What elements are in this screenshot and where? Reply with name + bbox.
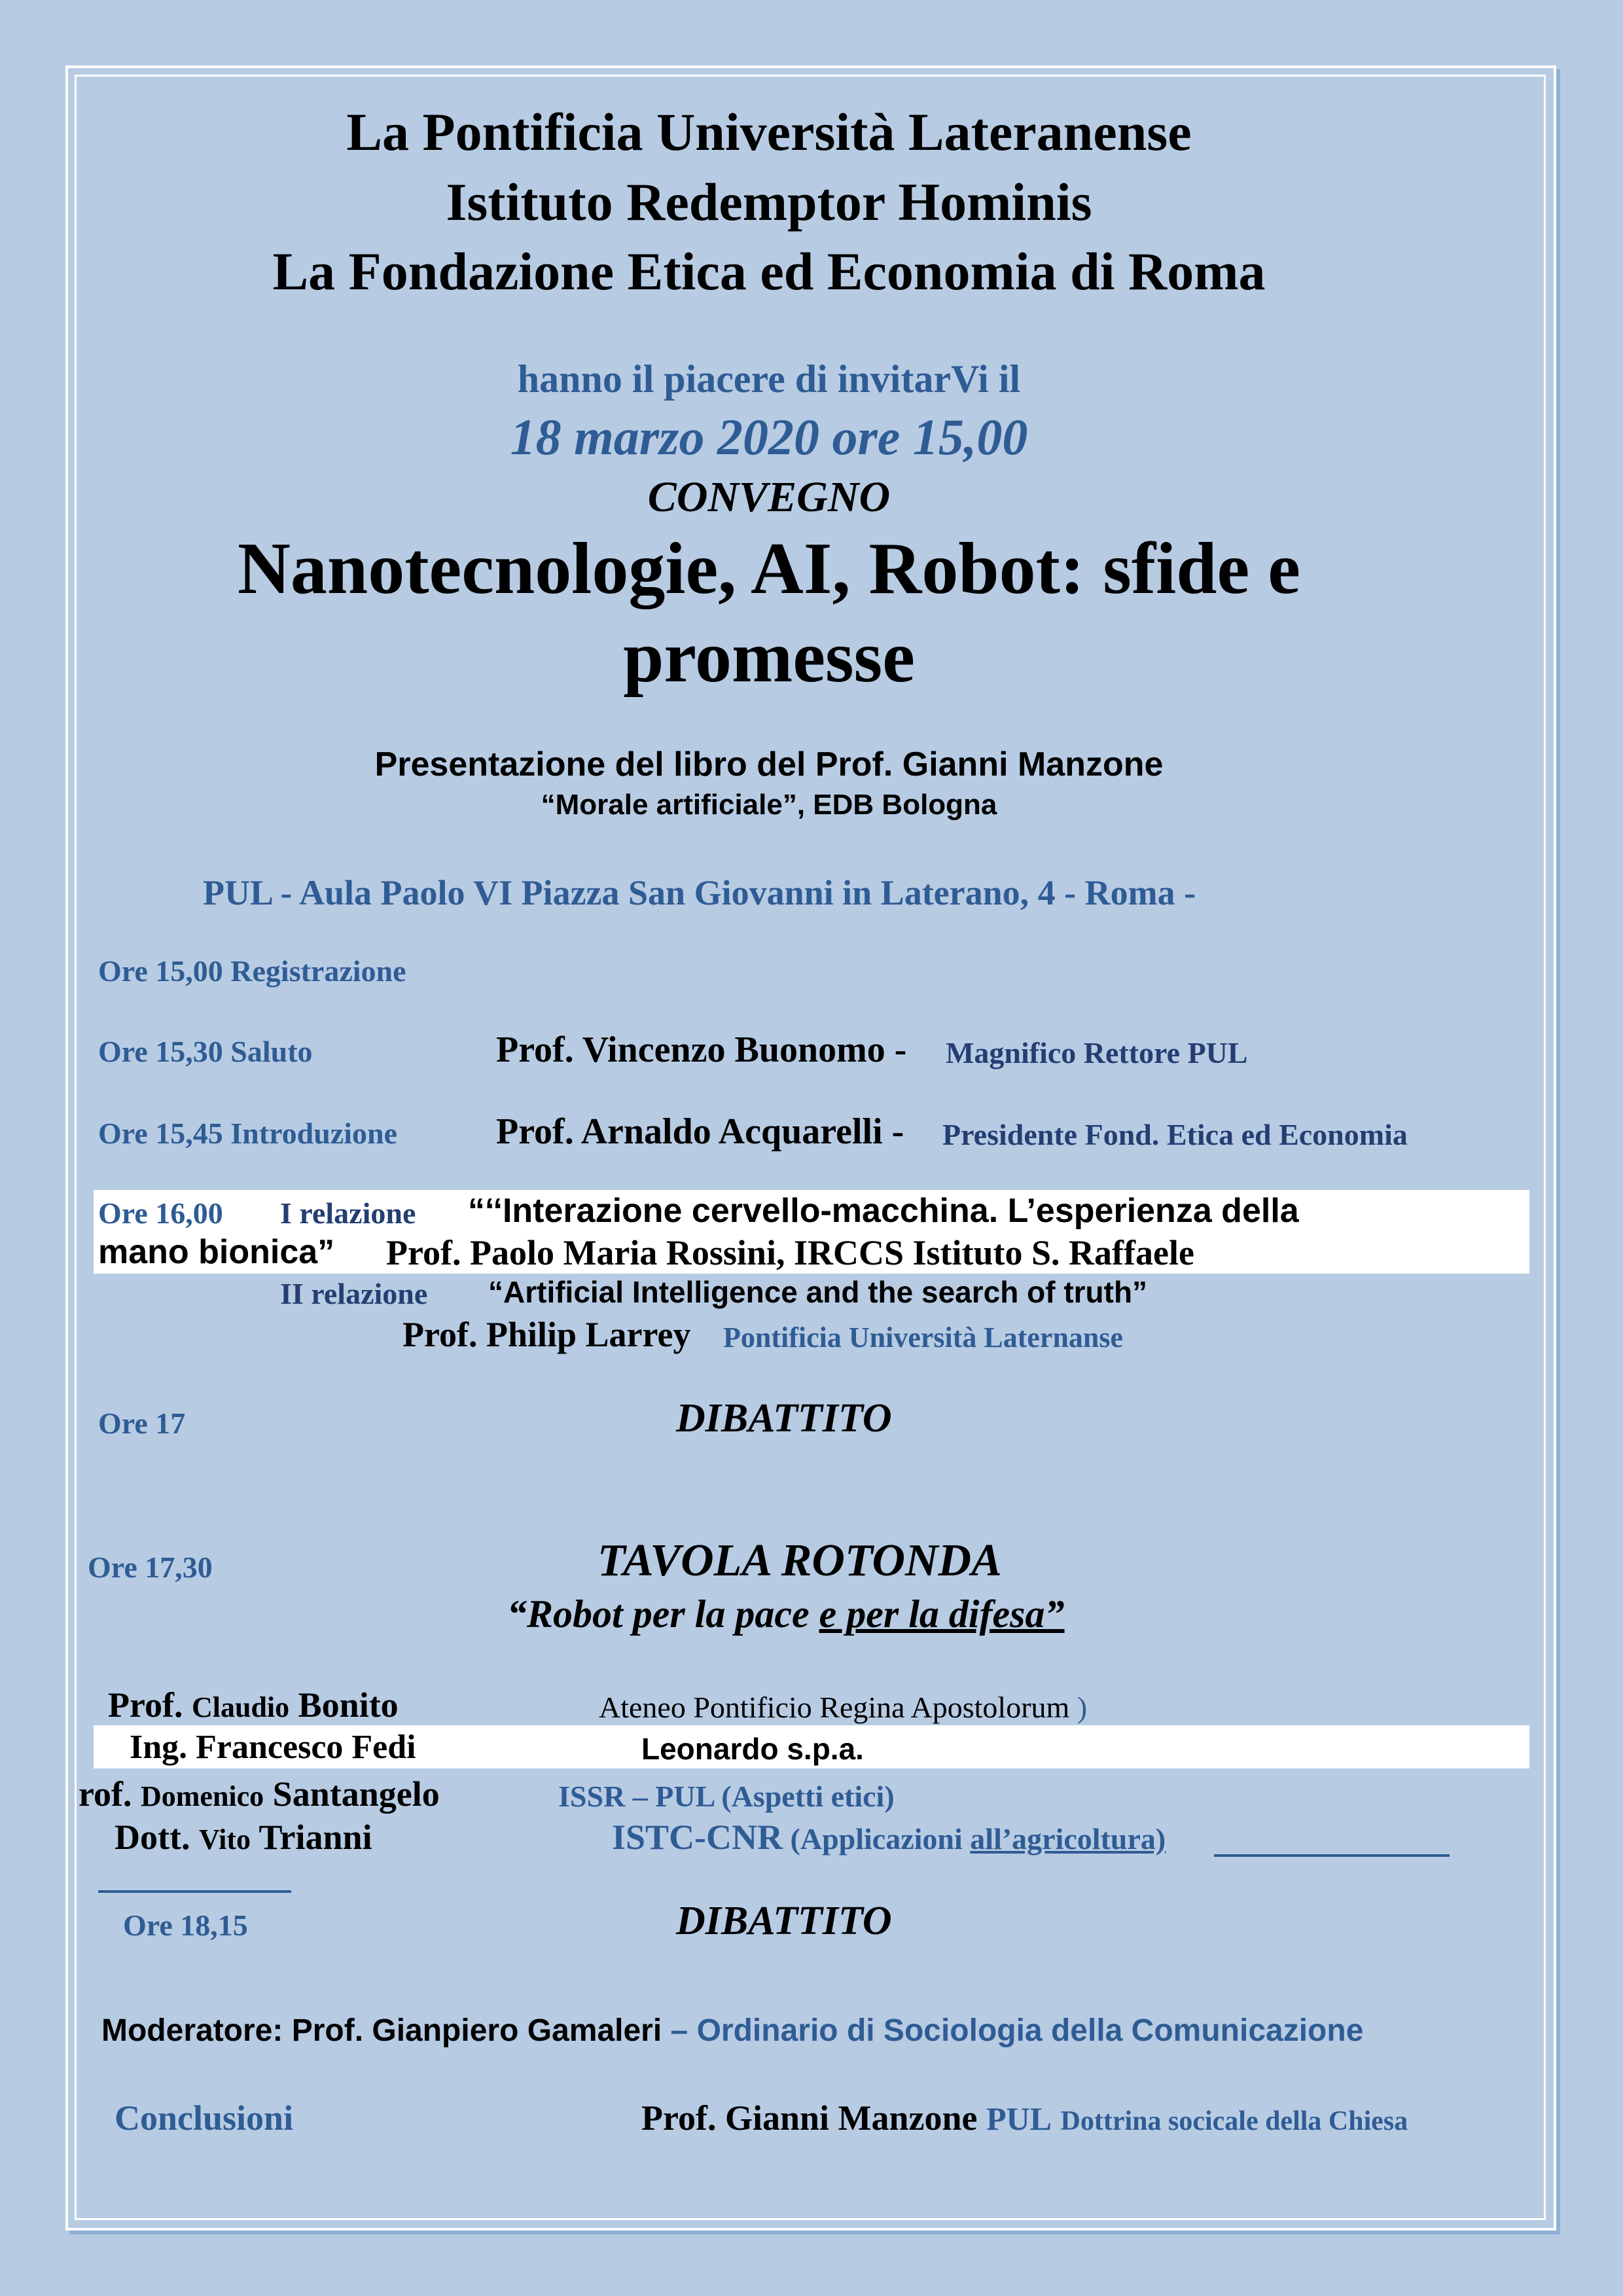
greeting-role: Magnifico Rettore PUL — [946, 1036, 1248, 1069]
venue: PUL - Aula Paolo VI Piazza San Giovanni in Laterano, 4 - Roma - — [203, 873, 1196, 912]
panelist-bonito: Prof. Claudio Bonito — [108, 1685, 399, 1725]
round-table-time: Ore 17,30 — [88, 1551, 213, 1584]
round-table-subtitle: “Robot per la pace e per la difesa” — [507, 1592, 1065, 1636]
book-title: “Morale artificiale”, EDB Bologna — [541, 789, 997, 821]
intro-role: Presidente Fond. Etica ed Economia — [942, 1118, 1408, 1151]
conclusions-speaker: Prof. Gianni Manzone PUL Dottrina socicale della Chiesa — [641, 2098, 1408, 2138]
underline-rule-right — [1214, 1854, 1450, 1857]
header-line-university: La Pontificia Università Lateranense — [346, 102, 1192, 162]
event-title-line2: promesse — [623, 617, 915, 698]
debate-two-time: Ore 18,15 — [123, 1909, 248, 1942]
round-table-label: TAVOLA ROTONDA — [597, 1535, 1002, 1586]
debate-two-label: DIBATTITO — [676, 1899, 892, 1943]
panelist-fedi: Ing. Francesco Fedi — [130, 1729, 416, 1766]
header-line-institute: Istituto Redemptor Hominis — [446, 172, 1092, 232]
intro-time: Ore 15,45 Introduzione — [98, 1117, 398, 1150]
underline-rule-left — [98, 1890, 291, 1893]
intro-speaker: Prof. Arnaldo Acquarelli - — [496, 1111, 904, 1152]
debate-one-label: DIBATTITO — [676, 1396, 892, 1441]
moderator: Moderatore: Prof. Gianpiero Gamaleri – Ordinario di Sociologia della Comunicazione — [101, 2013, 1364, 2048]
panelist-trianni-affiliation: ISTC-CNR (Applicazioni all’agricoltura) — [612, 1818, 1166, 1857]
relation-one-title-end: mano bionica” — [98, 1233, 335, 1271]
relation-one-speaker: Prof. Paolo Maria Rossini, IRCCS Istituto S. Raffaele — [386, 1233, 1194, 1272]
debate-one-time: Ore 17 — [98, 1407, 186, 1440]
relation-one-label: I relazione — [280, 1196, 416, 1230]
relation-one-title: “‘‘Interazione cervello-macchina. L’esperienza della — [468, 1192, 1299, 1230]
panelist-trianni: Dott. Vito Trianni — [115, 1818, 372, 1857]
event-title-line1: Nanotecnologie, AI, Robot: sfide e — [238, 528, 1300, 609]
greeting-speaker: Prof. Vincenzo Buonomo - — [496, 1030, 907, 1070]
relation-two-label: II relazione — [280, 1277, 428, 1310]
event-kind: CONVEGNO — [647, 473, 891, 521]
event-date: 18 marzo 2020 ore 15,00 — [510, 408, 1028, 465]
conclusions-label: Conclusioni — [115, 2098, 294, 2138]
relation-two-speaker: Prof. Philip Larrey — [402, 1315, 691, 1354]
registration-slot: Ore 15,00 Registrazione — [98, 954, 406, 988]
panelist-santangelo: rof. Domenico Santangelo — [79, 1774, 440, 1814]
panelist-bonito-affiliation: Ateneo Pontificio Regina Apostolorum ) — [599, 1691, 1088, 1724]
header-line-foundation: La Fondazione Etica ed Economia di Roma — [272, 242, 1266, 301]
invite-text: hanno il piacere di invitarVi il — [517, 357, 1021, 401]
panelist-fedi-affiliation: Leonardo s.p.a. — [641, 1732, 864, 1766]
relation-one-time: Ore 16,00 — [98, 1196, 223, 1230]
relation-two-affiliation: Pontificia Università Laternanse — [723, 1321, 1124, 1354]
book-presentation: Presentazione del libro del Prof. Gianni Manzone — [374, 745, 1164, 783]
panelist-santangelo-affiliation: ISSR – PUL (Aspetti etici) — [558, 1780, 895, 1813]
greeting-time: Ore 15,30 Saluto — [98, 1035, 313, 1068]
relation-two-title: “Artificial Intelligence and the search of truth” — [488, 1275, 1148, 1309]
